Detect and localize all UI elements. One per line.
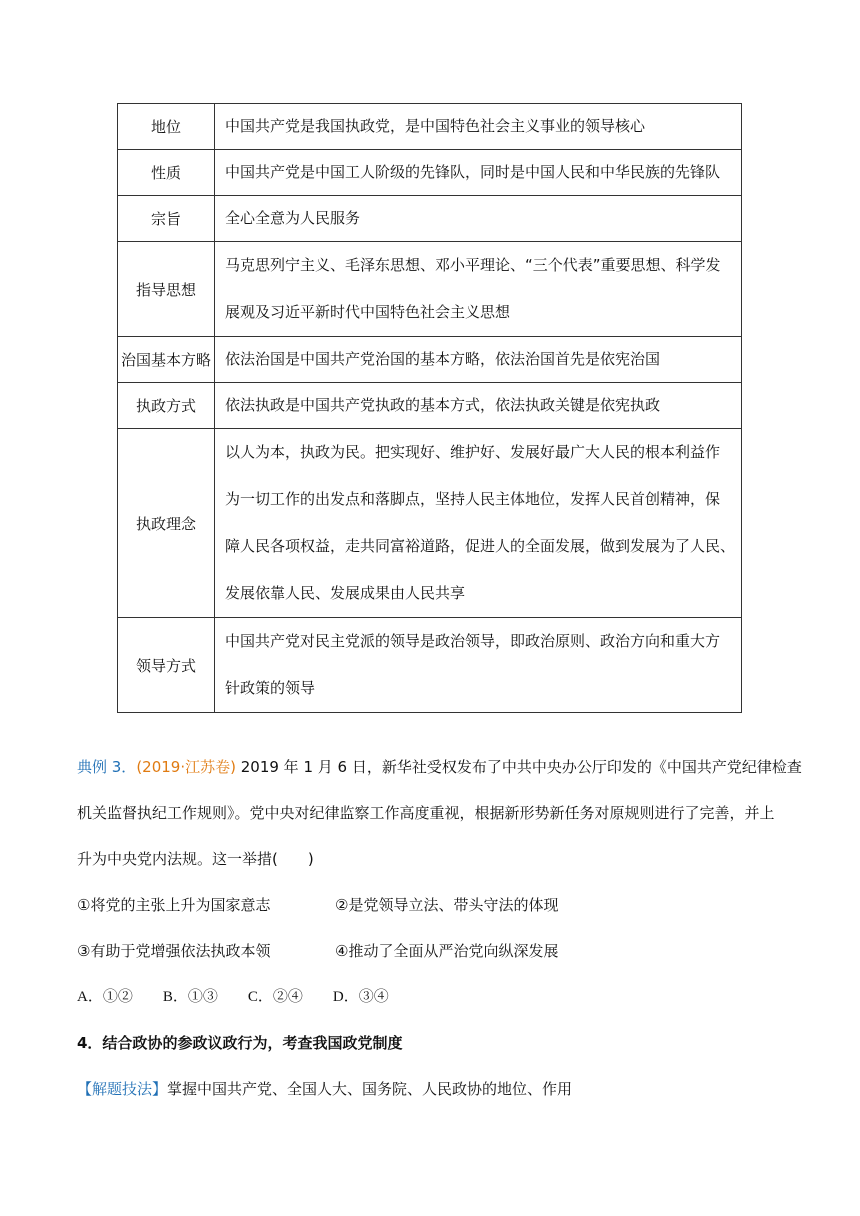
- example-text-1: 2019 年 1 月 6 日，新华社受权发布了中共中央办公厅印发的《中国共产党纪律检查: [235, 758, 802, 776]
- options-row-2: [77, 928, 767, 974]
- content-line: 中国共产党是中国工人阶级的先锋队，同时是中国人民和中华民族的先锋队: [224, 163, 720, 181]
- content-line: 发展依靠人民、发展成果由人民共享: [224, 584, 465, 602]
- row-label: 宗旨: [118, 196, 215, 242]
- example-line-3: 升为中央党内法规。这一举措( ): [77, 850, 314, 868]
- row-label: 地位: [118, 104, 215, 150]
- options-row-1: [77, 882, 767, 928]
- option-3: ③有助于党增强依法执政本领: [77, 942, 271, 960]
- row-content: [214, 337, 741, 383]
- content-line: 马克思列宁主义、毛泽东思想、邓小平理论、“三个代表”重要思想、科学发: [224, 256, 721, 274]
- row-label: 执政理念: [118, 429, 215, 618]
- row-content: [214, 196, 741, 242]
- content-line: 中国共产党对民主党派的领导是政治领导，即政治原则、政治方向和重大方: [224, 632, 720, 650]
- example-line-2: 机关监督执纪工作规则》。党中央对纪律监察工作高度重视，根据新形势新任务对原规则进行了完善，并上: [77, 804, 775, 822]
- row-label: 性质: [118, 150, 215, 196]
- content-line: 依法治国是中国共产党治国的基本方略，依法治国首先是依宪治国: [224, 350, 660, 368]
- choice-a: A．①②: [77, 989, 133, 1005]
- party-facts-table: [117, 103, 742, 713]
- row-content: [214, 242, 741, 337]
- content-line: 为一切工作的出发点和落脚点，坚持人民主体地位，发挥人民首创精神，保: [224, 490, 720, 508]
- content-line: 依法执政是中国共产党执政的基本方式，依法执政关键是依宪执政: [224, 396, 660, 414]
- example-line-1: [77, 744, 802, 790]
- row-content: [214, 618, 741, 713]
- table-row: [118, 242, 742, 337]
- table-row: [118, 196, 742, 242]
- row-content: [214, 150, 741, 196]
- content-line: 全心全意为人民服务: [224, 209, 360, 227]
- choice-d: D．③④: [332, 989, 389, 1005]
- table-row: [118, 150, 742, 196]
- row-label: 执政方式: [118, 383, 215, 429]
- option-2: ②是党领导立法、带头守法的体现: [335, 896, 559, 914]
- content-line: 展观及习近平新时代中国特色社会主义思想: [224, 303, 510, 321]
- table-row: [118, 618, 742, 713]
- content-line: 针政策的领导: [224, 679, 315, 697]
- row-content: [214, 383, 741, 429]
- section-heading: 4．结合政协的参政议政行为，考查我国政党制度: [77, 1034, 403, 1052]
- table-row: [118, 429, 742, 618]
- option-4: ④推动了全面从严治党向纵深发展: [335, 942, 559, 960]
- row-label: 领导方式: [118, 618, 215, 713]
- example-source: (2019·江苏卷): [136, 758, 236, 776]
- choice-c: C．②④: [247, 989, 303, 1005]
- content-line: 障人民各项权益，走共同富裕道路，促进人的全面发展，做到发展为了人民、: [224, 537, 735, 555]
- example-tag: 典例 3．: [77, 758, 137, 776]
- content-line: 中国共产党是我国执政党，是中国特色社会主义事业的领导核心: [224, 117, 645, 135]
- answer-choices: [77, 974, 767, 1020]
- content-line: 以人为本，执政为民。把实现好、维护好、发展好最广大人民的根本利益作: [224, 443, 720, 461]
- tip-label: 【解题技法】: [77, 1080, 168, 1098]
- row-label: 治国基本方略: [118, 337, 215, 383]
- row-content: [214, 429, 741, 618]
- row-content: [214, 104, 741, 150]
- table-row: [118, 104, 742, 150]
- option-1: ①将党的主张上升为国家意志: [77, 896, 271, 914]
- table-row: [118, 383, 742, 429]
- row-label: 指导思想: [118, 242, 215, 337]
- choice-b: B．①③: [162, 989, 218, 1005]
- table-row: [118, 337, 742, 383]
- tip-text: 掌握中国共产党、全国人大、国务院、人民政协的地位、作用: [167, 1080, 573, 1098]
- example-block: [77, 744, 802, 1112]
- tip-line: [77, 1066, 767, 1112]
